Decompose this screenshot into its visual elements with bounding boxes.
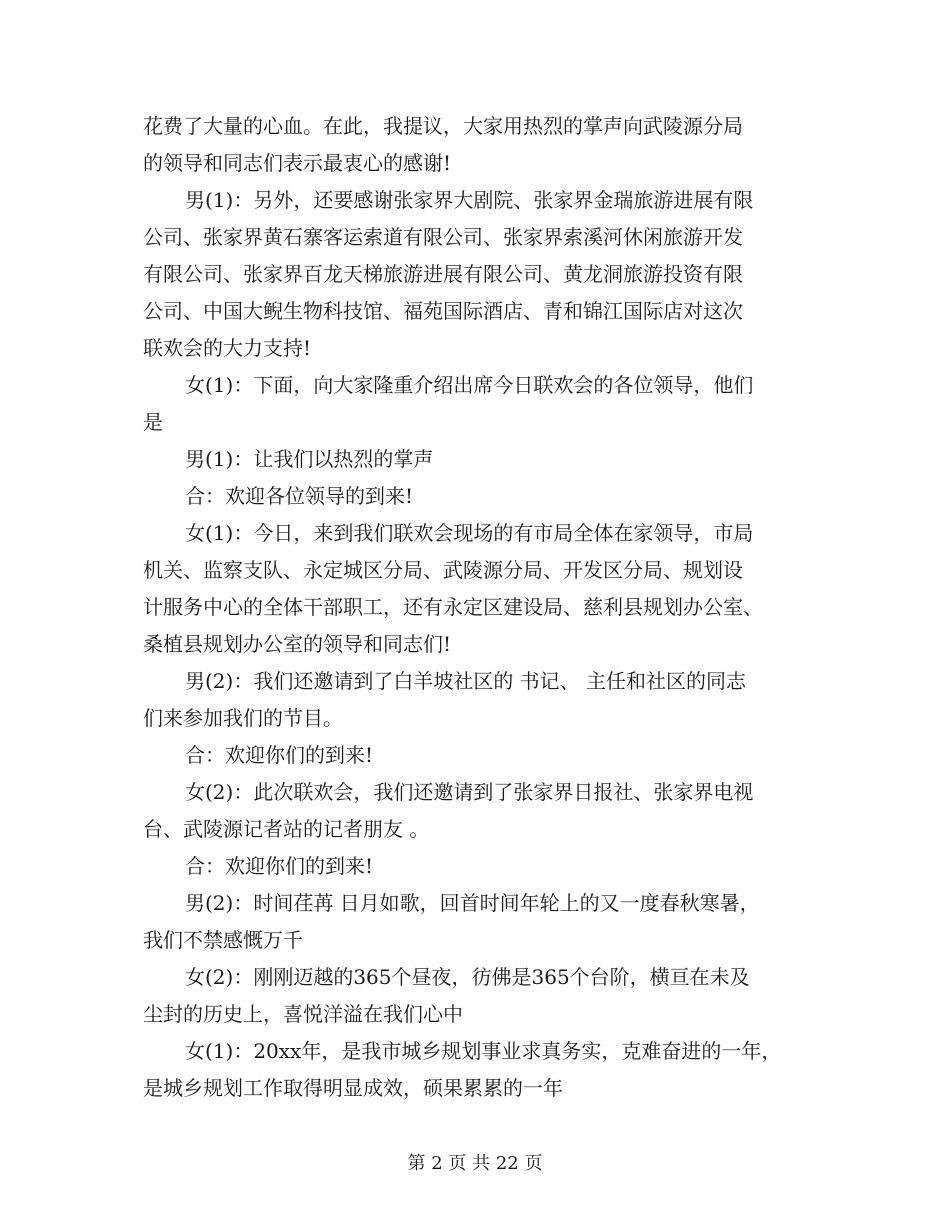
text-line: 公司、中国大鲵生物科技馆、福苑国际酒店、青和锦江国际店对这次 (143, 299, 743, 323)
text-line: 女(1)：今日，来到我们联欢会现场的有市局全体在家领导，市局 (185, 521, 754, 545)
text-line: 尘封的历史上，喜悦洋溢在我们心中 (143, 1002, 463, 1026)
page-footer: 第 2 页 共 22 页 (407, 1153, 543, 1174)
document-body (143, 108, 833, 1107)
text-line: 合：欢迎你们的到来! (185, 854, 374, 878)
text-line: 女(2)：此次联欢会，我们还邀请到了张家界日报社、张家界电视 (185, 780, 754, 804)
text-line: 们来参加我们的节目。 (143, 706, 343, 730)
text-line: 联欢会的大力支持! (143, 336, 312, 360)
text-line: 是城乡规划工作取得明显成效，硕果累累的一年 (143, 1076, 563, 1100)
text-line: 男(2)：时间荏苒 日月如歌，回首时间年轮上的又一度春秋寒暑， (185, 891, 760, 915)
text-line: 女(1)：下面，向大家隆重介绍出席今日联欢会的各位领导，他们 (185, 373, 754, 397)
text-line: 我们不禁感慨万千 (143, 928, 303, 952)
text-line: 有限公司、张家界百龙天梯旅游进展有限公司、黄龙洞旅游投资有限 (143, 262, 743, 286)
text-line: 合：欢迎你们的到来! (185, 743, 374, 767)
text-line: 的领导和同志们表示最衷心的感谢! (143, 151, 452, 175)
text-line: 女(1)：20xx年，是我市城乡规划事业求真务实，克难奋进的一年， (185, 1039, 782, 1063)
text-line: 合：欢迎各位领导的到来! (185, 484, 414, 508)
text-line: 花费了大量的心血。在此，我提议，大家用热烈的掌声向武陵源分局 (143, 114, 743, 138)
text-line: 男(1)：让我们以热烈的掌声 (185, 447, 434, 471)
text-line: 计服务中心的全体干部职工，还有永定区建设局、慈利县规划办公室、 (143, 595, 763, 619)
document-text (143, 108, 833, 1107)
text-line: 男(2)：我们还邀请到了白羊坡社区的 书记、 主任和社区的同志 (185, 669, 747, 693)
text-line: 机关、监察支队、永定城区分局、武陵源分局、开发区分局、规划设 (143, 558, 743, 582)
text-line: 是 (143, 410, 163, 434)
text-line: 女(2)：刚刚迈越的365个昼夜，彷佛是365个台阶，横亘在未及 (185, 965, 750, 989)
text-line: 男(1)：另外，还要感谢张家界大剧院、张家界金瑞旅游进展有限 (185, 188, 754, 212)
text-line: 公司、张家界黄石寨客运索道有限公司、张家界索溪河休闲旅游开发 (143, 225, 743, 249)
text-line: 台、武陵源记者站的记者朋友 。 (143, 817, 430, 841)
text-line: 桑植县规划办公室的领导和同志们! (143, 632, 452, 656)
